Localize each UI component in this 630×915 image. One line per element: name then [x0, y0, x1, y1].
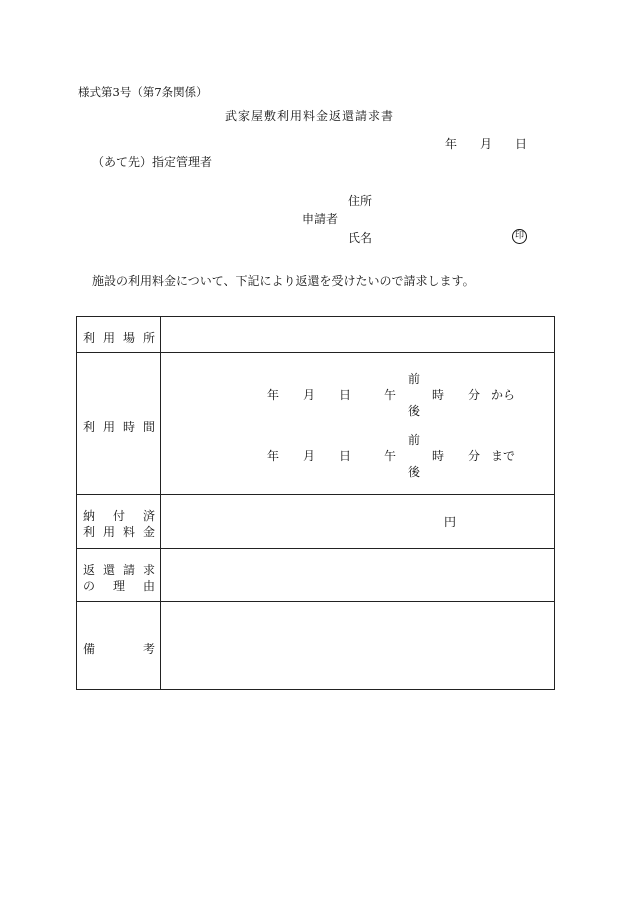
to-day: 日	[339, 449, 352, 463]
from-suffix: から	[491, 388, 516, 402]
reason-cell[interactable]	[161, 549, 554, 600]
paid-label-line2: 利 用 料 金	[83, 525, 155, 539]
to-year: 年	[267, 449, 280, 463]
place-label: 利 用 場 所	[83, 331, 155, 345]
to-noon: 午	[384, 449, 397, 463]
document-title: 武家屋敷利用料金返還請求書	[225, 109, 395, 123]
from-month: 月	[303, 388, 316, 402]
date-year: 年	[445, 137, 458, 151]
yen-unit: 円	[444, 515, 457, 529]
time-label: 利 用 時 間	[83, 420, 155, 434]
place-value-cell[interactable]	[161, 317, 554, 351]
request-statement: 施設の利用料金について、下記により返還を受けたいので請求します。	[92, 274, 475, 288]
to-minute: 分	[468, 449, 481, 463]
seal-mark: 印	[512, 229, 527, 244]
time-value-cell[interactable]	[161, 353, 554, 493]
name-label: 氏名	[348, 231, 373, 245]
from-am: 前	[408, 372, 421, 386]
from-noon: 午	[384, 388, 397, 402]
from-pm: 後	[408, 404, 421, 418]
reason-label-line2: の 理 由	[83, 579, 155, 593]
to-suffix: まで	[491, 449, 516, 463]
paid-label-line1: 納 付 済	[83, 509, 155, 523]
applicant-label: 申請者	[302, 212, 339, 226]
from-year: 年	[267, 388, 280, 402]
reason-label-line1: 返 還 請 求	[83, 563, 155, 577]
request-form-table	[76, 316, 555, 690]
from-day: 日	[339, 388, 352, 402]
form-number: 様式第3号（第7条関係）	[78, 85, 208, 99]
to-hour: 時	[432, 449, 445, 463]
date-day: 日	[515, 137, 528, 151]
remarks-label: 備 考	[83, 642, 155, 656]
remarks-cell[interactable]	[161, 602, 554, 689]
address-label: 住所	[348, 194, 373, 208]
to-month: 月	[303, 449, 316, 463]
paid-fee-cell[interactable]	[161, 495, 554, 547]
addressee: （あて先）指定管理者	[92, 155, 213, 169]
from-minute: 分	[468, 388, 481, 402]
date-month: 月	[480, 137, 493, 151]
to-am: 前	[408, 433, 421, 447]
from-hour: 時	[432, 388, 445, 402]
to-pm: 後	[408, 465, 421, 479]
